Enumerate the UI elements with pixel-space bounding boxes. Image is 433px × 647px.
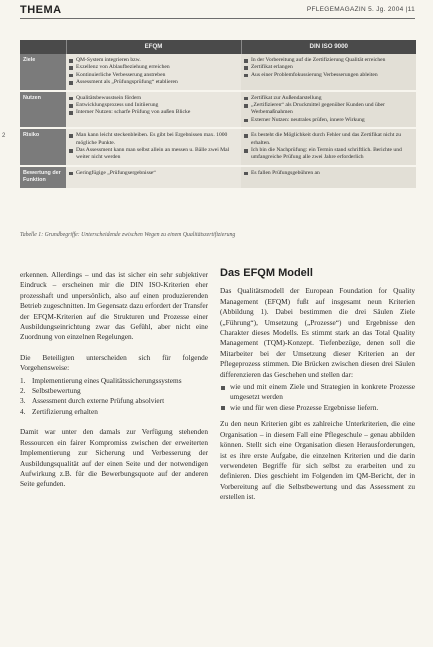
table-row — [20, 54, 416, 91]
list-item: wie und für wen diese Prozesse Ergebnisse liefern. — [220, 403, 415, 413]
section-tag: THEMA — [20, 4, 62, 16]
list-item: Interner Nutzen: scharfe Prüfung von außen Blicke — [69, 109, 237, 116]
left-column — [20, 270, 208, 500]
step-number: 4. — [20, 406, 26, 416]
list-item: Entwicklungsprozess und Initiierung — [69, 102, 237, 109]
list-item: Kontinuierliche Verbesserung anstreben — [69, 72, 237, 79]
step-text: Zertifizierung erhalten — [32, 406, 98, 416]
column-header-din: DIN ISO 9000 — [241, 40, 416, 54]
list-item: Es besteht die Möglichkeit durch Fehler und das Zertifikat nicht zu erhalten. — [244, 132, 412, 147]
magazine-info: PFLEGEMAGAZIN 5. Jg. 2004 |11 — [306, 6, 415, 13]
row-label: Nutzen — [20, 91, 66, 129]
section-heading: Das EFQM Modell — [220, 267, 313, 279]
list-item: Es fallen Prüfungsgebühren an — [244, 170, 412, 177]
list-item: „Zertifizieren“ als Druckmittel gegenüber Kunden und über Werbemaßnahmen — [244, 102, 412, 117]
paragraph: Das Qualitätsmodell der European Foundation for Quality Management (EFQM) fußt auf insgesamt neun Kriterien (Abbildung 1). Dabei bestimmen die drei Säulen Ziele („Führung“), Umsetzung („Prozesse“) und Ergebnisse den Charakter dieses Modells. Es stimmt stark an das Total Quality Management (TQM)-Konzept. Tiefenbezüge, denen soll die Mitarbeiter bei der Umsetzung dieser Kriterien an der Pflegeprozess stimmen. Die Brücken zwischen diesen drei Säulen differenzieren das Geschehen und stellen dar: — [220, 286, 415, 379]
step-list — [20, 376, 208, 418]
list-item: Qualitätsbewusstsein fördern — [69, 95, 237, 102]
list-item: Man kann leicht steckenbleiben. Es gibt bei Ergebnissen max. 1000 mögliche Punkte. — [69, 132, 237, 147]
cell-din — [241, 128, 416, 166]
table-corner — [20, 40, 66, 54]
table-row — [20, 128, 416, 166]
list-item — [20, 386, 208, 396]
table-row — [20, 166, 416, 189]
step-number: 3. — [20, 396, 26, 406]
cell-efqm — [66, 91, 241, 129]
list-item — [20, 407, 208, 417]
table-row — [20, 91, 416, 129]
right-column — [220, 267, 415, 513]
cell-efqm — [66, 54, 241, 91]
step-text: Implementierung eines Qualitätssicherungssystems — [32, 375, 182, 385]
comparison-table — [20, 40, 416, 190]
step-text: Selbstbewertung — [32, 386, 81, 396]
cell-efqm — [66, 166, 241, 189]
list-item: Geringfügige „Prüfungsergebnisse“ — [69, 170, 237, 177]
table-caption: Tabelle 1: Grundbegriffe: Unterscheidende zwischen Wegen zu einem Qualitätszertifizierung — [20, 232, 236, 238]
paragraph: erkennen. Allerdings – und das ist sicher ein sehr subjektiver Eindruck – erscheinen mir die DIN ISO-Kriterien eher prozesshaft und unpersönlich, also auf einen produzierenden Betrieb zugeschnitten. Im Gegensatz dazu erfordert der Transfer der EFQM-Kriterien auf die Strukturen und Prozesse einer Ausbildungseinrichtung zwar das Gefühl, aber nicht eine Zuordnung von einzelnen Regelungen. — [20, 270, 208, 342]
list-item: Zertifikat zur Außendarstellung — [244, 95, 412, 102]
list-item: Ich bin die Nachprüfung: ein Termin stand schriftlich. Berichte und umfangreiche Prüfung alle zwei Jahre erforderlich — [244, 147, 412, 162]
list-item: Zertifikat erlangen — [244, 64, 412, 71]
list-item: Assessment als „Prüfungsprüfung“ etablieren — [69, 79, 237, 86]
row-label: Risiko — [20, 128, 66, 166]
paragraph: Damit war unter den damals zur Verfügung stehenden Ressourcen ein fairer Kompromiss zwischen der erweiterten Implementierung zur Sicherung und Verbesserung der Ausbildungsqualität auf der einen Seite und der notwendigen Aufwirkung z.B. für die Bewerbungsquote auf der anderen Seite gefunden. — [20, 427, 208, 489]
paragraph: Zu den neun Kriterien gibt es zahlreiche Unterkriterien, die eine Organisation – in diesem Fall eine Pflegeschule – genau abbilden können. Stellt sich eine Organisation diesen Herausforderungen, ist es ihre erste Aufgabe, die einzelnen Kriterien und die darin verwendeten Begriffe für sich selbst zu erarbeiten und zu definieren. Dies geschieht im Folgenden im QM-Bericht, der in Vorbereitung auf die Selbstbewertung und das Assessment zu erstellen ist. — [220, 419, 415, 502]
step-text: Assessment durch externe Prüfung absolviert — [32, 396, 165, 406]
cell-din — [241, 54, 416, 91]
cell-efqm — [66, 128, 241, 166]
list-item: wie und mit einem Ziele und Strategien in konkrete Prozesse umgesetzt werden — [220, 382, 415, 403]
page-header — [20, 3, 415, 19]
column-header-efqm: EFQM — [66, 40, 241, 54]
list-item: Aus einer Problemfokussierung Verbesserungen ableiten — [244, 72, 412, 79]
list-item: Externer Nutzen: neutrales prüfen, innere Wirkung — [244, 117, 412, 124]
cell-din — [241, 91, 416, 129]
row-label: Ziele — [20, 54, 66, 91]
cell-din — [241, 166, 416, 189]
list-item: Exzellenz von Ablaufbeziehung erreichen — [69, 64, 237, 71]
list-item: Das Assessment kann man selbst allein an messen u. Bälle zwei Mal weiter nicht werden — [69, 147, 237, 162]
list-item: In der Vorbereitung auf die Zertifizierung Qualität erreichen — [244, 57, 412, 64]
bullet-list — [220, 382, 415, 413]
list-item: QM-System integrieren bzw. — [69, 57, 237, 64]
paragraph: Die Beteiligten unterscheiden sich für folgende Vorgehensweise: — [20, 352, 208, 373]
side-page-number: 2 — [2, 133, 6, 139]
step-number: 2. — [20, 386, 26, 396]
step-number: 1. — [20, 375, 26, 385]
list-item — [20, 376, 208, 386]
row-label: Bewertung der Funktion — [20, 166, 66, 189]
list-item — [20, 396, 208, 406]
